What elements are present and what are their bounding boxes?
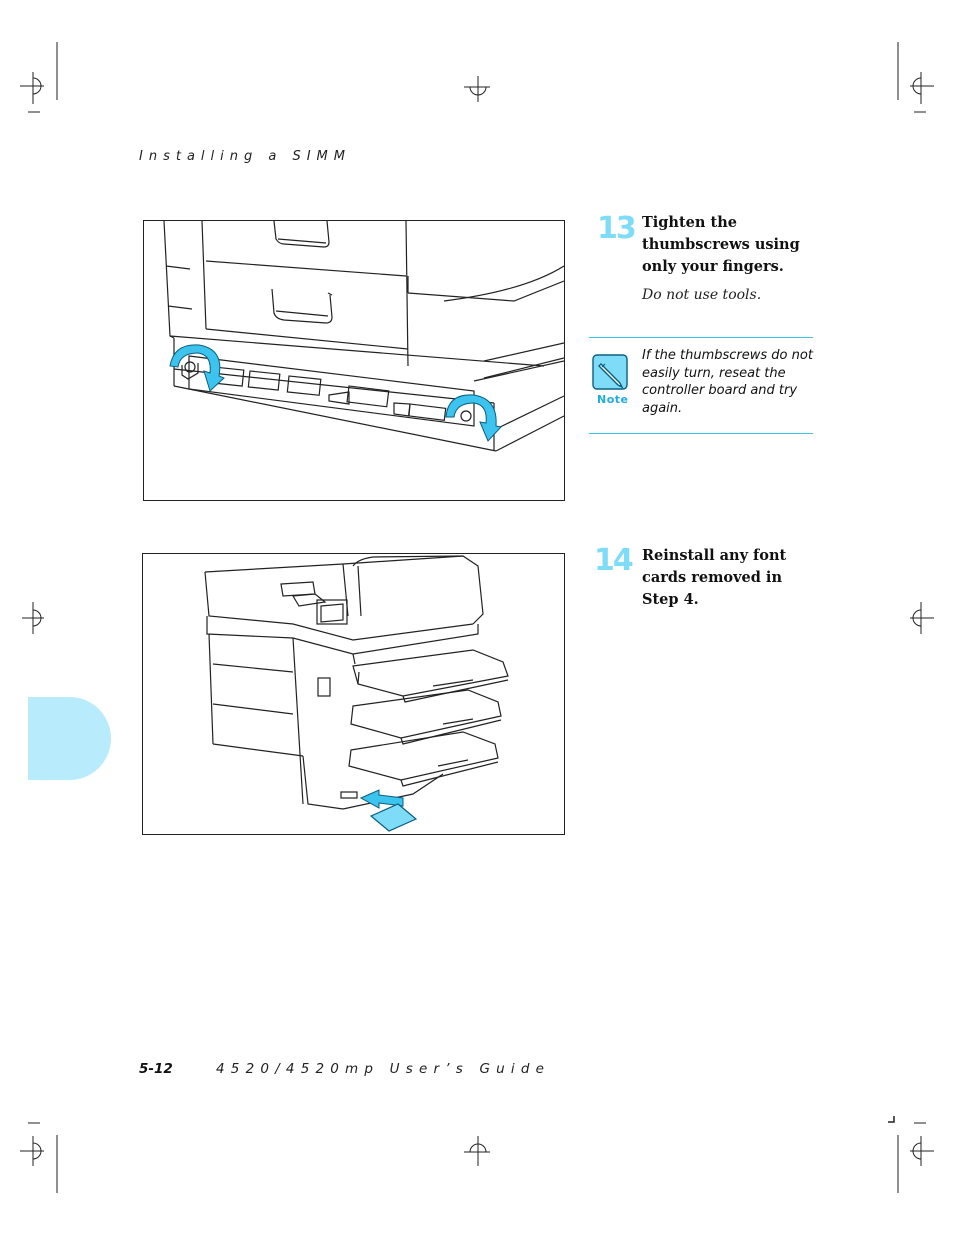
step-instruction: Tighten the thumbscrews using only your fingers. [642, 214, 800, 275]
font-card-illustration [143, 554, 564, 834]
figure-thumbscrews [143, 220, 565, 501]
step-detail: Do not use tools. [642, 287, 762, 303]
note-text: If the thumbscrews do not easily turn, reseat the controller board and try again. [642, 348, 813, 416]
chapter-thumb-tab [28, 697, 111, 780]
note-bottom-rule [589, 433, 813, 434]
thumbscrew-illustration [144, 221, 564, 500]
figure-font-card [142, 553, 565, 835]
step-instruction: Reinstall any font cards removed in Step 4. [642, 547, 787, 608]
note-top-rule [589, 337, 813, 338]
section-header: Installing a SIMM [139, 149, 351, 164]
pencil-note-icon [592, 354, 630, 392]
note-label: Note [597, 393, 629, 406]
step-number: 14 [594, 543, 632, 578]
step-number: 13 [597, 211, 635, 246]
guide-title: 4520/4520mp User’s Guide [216, 1061, 551, 1077]
page-number: 5-12 [139, 1061, 173, 1077]
